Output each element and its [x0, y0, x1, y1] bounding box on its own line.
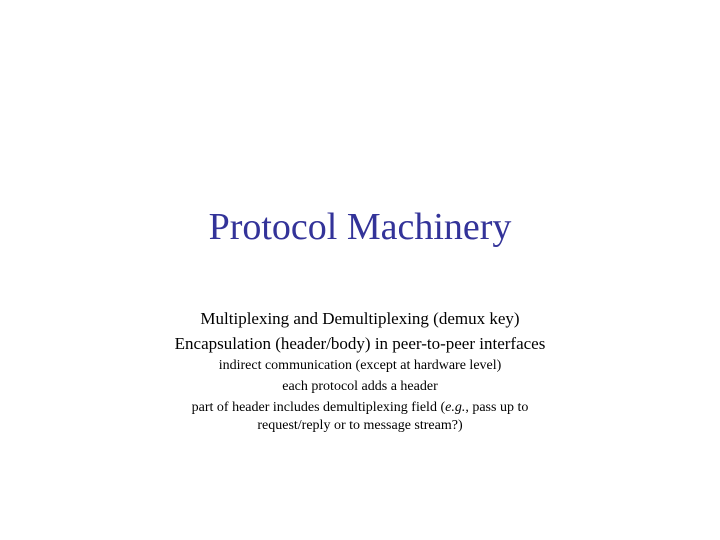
sub-bullet-header: each protocol adds a header [282, 379, 438, 394]
demux-field-italic: e.g. [445, 400, 466, 415]
bullet-encapsulation: Encapsulation (header/body) in peer-to-peer interfaces [174, 334, 546, 353]
sub-bullet-demux-field [0, 398, 720, 417]
slide-title: Protocol Machinery [208, 206, 512, 248]
sub-bullet-demux-field-continued: request/reply or to message stream?) [257, 418, 463, 433]
demux-field-text: part of header includes demultiplexing field ( [191, 400, 446, 415]
demux-field-text-end: , pass up to [465, 400, 529, 415]
sub-bullet-indirect-communication: indirect communication (except at hardware level) [218, 358, 502, 373]
bullet-multiplexing: Multiplexing and Demultiplexing (demux key) [200, 309, 520, 328]
